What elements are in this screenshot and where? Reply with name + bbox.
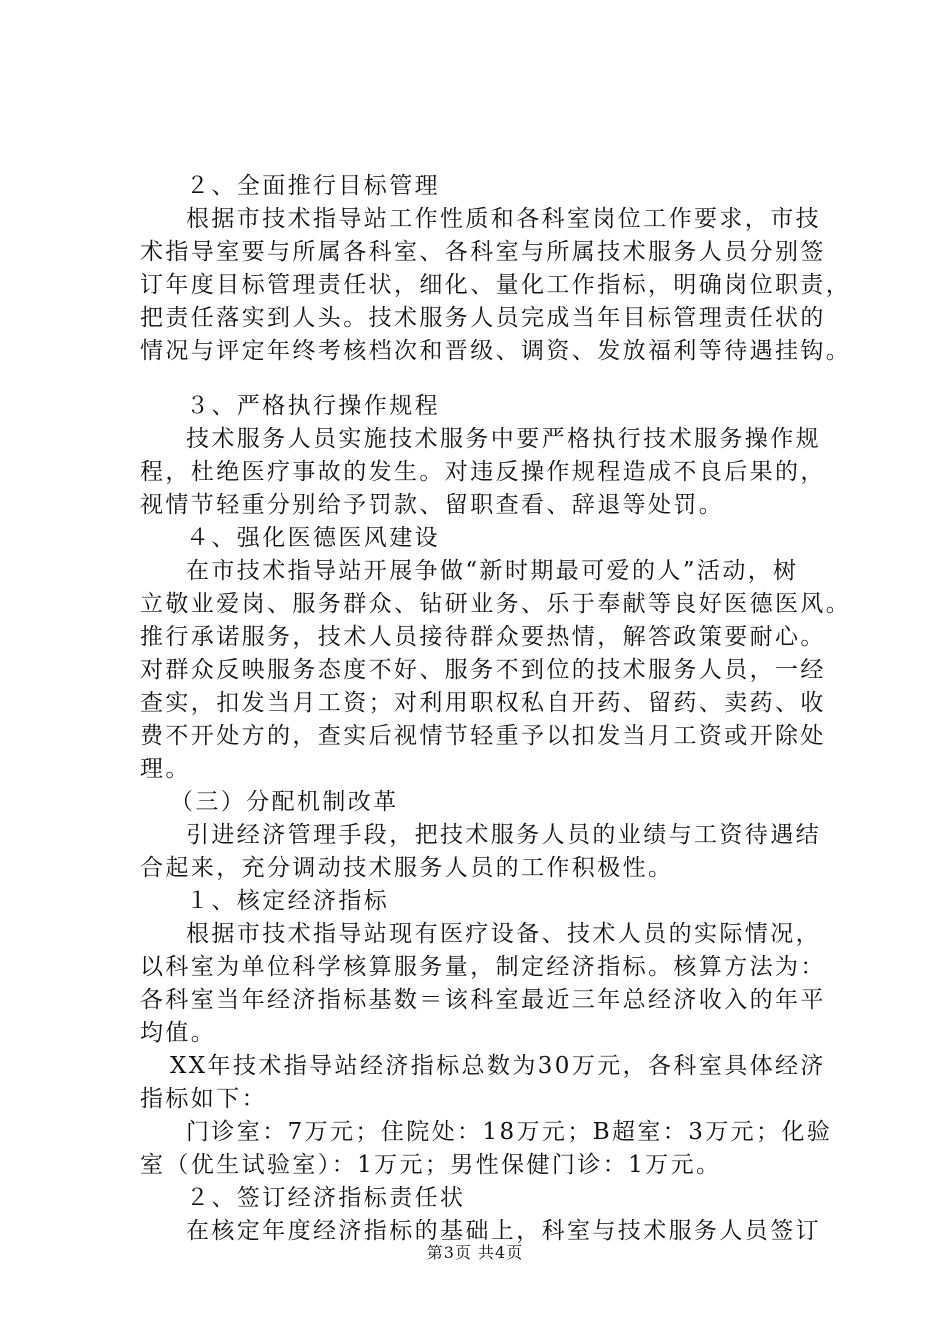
paragraph-line: 各科室当年经济指标基数＝该科室最近三年总经济收入的年平	[140, 987, 826, 1013]
paragraph-line: 对群众反映服务态度不好、服务不到位的技术服务人员，一经	[140, 657, 826, 683]
paragraph-line: 指标如下：	[140, 1086, 267, 1112]
paragraph-line: 合起来，充分调动技术服务人员的工作积极性。	[140, 855, 674, 881]
paragraph-line: 门诊室：7万元；住院处：18万元；B超室：3万元；化验	[186, 1119, 833, 1145]
paragraph-line: 理。	[140, 756, 191, 782]
heading-economic-indicators: １、核定经济指标	[186, 888, 390, 914]
paragraph-line: 在市技术指导站开展争做“新时期最可爱的人”活动，树	[186, 558, 799, 584]
document-body	[140, 170, 852, 1248]
paragraph-line: 情况与评定年终考核档次和晋级、调资、发放福利等待遇挂钩。	[140, 338, 852, 364]
paragraph-line: 查实，扣发当月工资；对利用职权私自开药、留药、卖药、收	[140, 690, 826, 716]
paragraph-line: 推行承诺服务，技术人员接待群众要热情，解答政策要耐心。	[140, 624, 826, 650]
paragraph-line: 均值。	[140, 1020, 217, 1046]
paragraph-line: 在核定年度经济指标的基础上，科室与技术服务人员签订	[186, 1218, 821, 1244]
paragraph-line: 费不开处方的，查实后视情节轻重予以扣发当月工资或开除处	[140, 723, 826, 749]
page-footer	[0, 1243, 950, 1263]
heading-operating-procedures: ３、严格执行操作规程	[186, 393, 440, 419]
paragraph-line: 视情节轻重分别给予罚款、留职查看、辞退等处罚。	[140, 492, 725, 518]
page-number-label: 第3页 共4页	[426, 1243, 524, 1262]
paragraph-line: 根据市技术指导站工作性质和各科室岗位工作要求，市技	[186, 206, 821, 232]
heading-medical-ethics: ４、强化医德医风建设	[186, 525, 440, 551]
paragraph-line: 程，杜绝医疗事故的发生。对违反操作规程造成不良后果的，	[140, 459, 826, 485]
heading-responsibility-contract: ２、签订经济指标责任状	[186, 1185, 466, 1211]
paragraph-line: 室（优生试验室）：1万元；男性保健门诊：1万元。	[140, 1152, 722, 1178]
paragraph-line: 把责任落实到人头。技术服务人员完成当年目标管理责任状的	[140, 305, 826, 331]
heading-target-management: ２、全面推行目标管理	[186, 173, 440, 199]
paragraph-line: 根据市技术指导站现有医疗设备、技术人员的实际情况，	[186, 921, 821, 947]
paragraph-line: 技术服务人员实施技术服务中要严格执行技术服务操作规	[186, 426, 821, 452]
paragraph-line: 订年度目标管理责任状，细化、量化工作指标，明确岗位职责，	[140, 272, 852, 298]
paragraph-line: 以科室为单位科学核算服务量，制定经济指标。核算方法为：	[140, 954, 826, 980]
paragraph-line: XX年技术指导站经济指标总数为30万元，各科室具体经济	[170, 1053, 826, 1079]
paragraph-line: 立敬业爱岗、服务群众、钻研业务、乐于奉献等良好医德医风。	[140, 591, 852, 617]
paragraph-gap	[140, 368, 840, 390]
paragraph-line: 术指导室要与所属各科室、各科室与所属技术服务人员分别签	[140, 239, 826, 265]
paragraph-line: 引进经济管理手段，把技术服务人员的业绩与工资待遇结	[186, 822, 821, 848]
heading-distribution-reform: （三）分配机制改革	[170, 789, 399, 815]
